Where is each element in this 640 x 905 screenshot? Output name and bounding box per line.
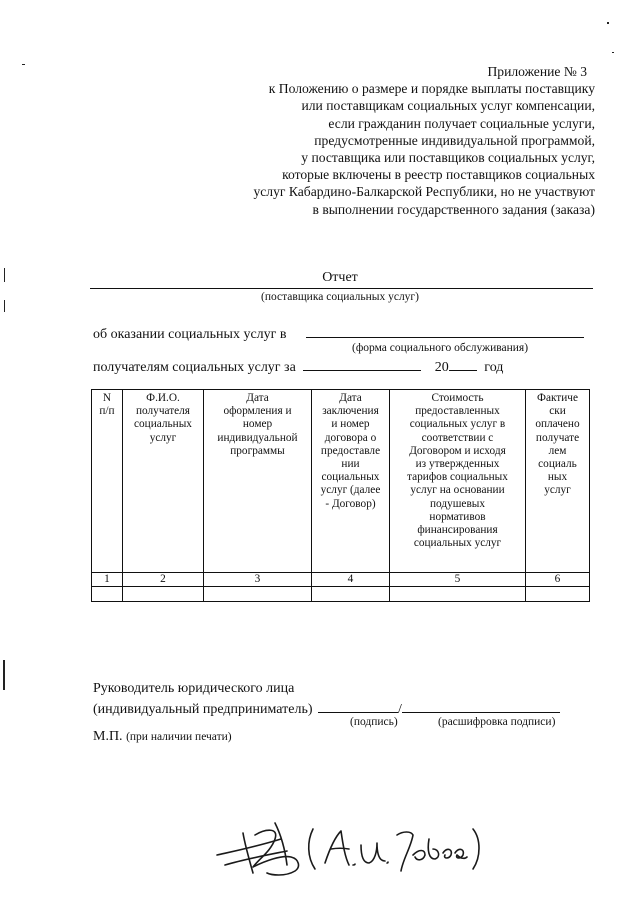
period-blank[interactable]	[303, 356, 421, 371]
column-number: 5	[390, 573, 526, 587]
period-line	[93, 356, 503, 376]
title-caption: (поставщика социальных услуг)	[261, 291, 419, 303]
signer-title: Руководитель юридического лица	[93, 681, 295, 696]
sign-caption: (подпись)	[350, 716, 398, 728]
table-cell[interactable]	[92, 587, 123, 602]
column-number: 6	[526, 573, 590, 587]
decode-caption: (расшифровка подписи)	[438, 716, 556, 728]
slash-separator: /	[398, 702, 402, 717]
scan-mark	[4, 268, 5, 282]
header-text: Ф.И.О. получателя социальных услуг	[134, 392, 192, 444]
report-title: Отчет	[322, 270, 358, 285]
scan-mark	[4, 300, 5, 312]
table-header-row	[92, 390, 590, 573]
header-text: Фактиче ски оплачено получате лем социаль ных услуг	[535, 392, 580, 497]
appendix-line: в выполнении государственного задания (заказа)	[312, 201, 595, 217]
column-header	[92, 390, 123, 573]
table-cell[interactable]	[204, 587, 312, 602]
year-blank[interactable]	[449, 356, 477, 371]
appendix-line: у поставщика или поставщиков социальных услуг,	[301, 150, 595, 166]
column-number: 4	[312, 573, 390, 587]
appendix-line: Приложение № 3	[487, 64, 587, 79]
column-number: 1	[92, 573, 123, 587]
column-header	[390, 390, 526, 573]
column-header	[526, 390, 590, 573]
report-table	[91, 389, 590, 602]
service-form-label: об оказании социальных услуг в	[93, 327, 287, 342]
scan-mark	[3, 660, 5, 690]
signature-drawing	[215, 815, 485, 885]
signer-subtitle: (индивидуальный предприниматель)	[93, 702, 313, 717]
stamp-line	[93, 729, 232, 745]
period-label: получателям социальных услуг за	[93, 360, 296, 375]
stamp-note: (при наличии печати)	[126, 731, 232, 743]
column-number: 2	[123, 573, 204, 587]
scan-mark	[612, 52, 614, 53]
appendix-line: предусмотренные индивидуальной программой,	[314, 132, 595, 148]
appendix-header	[200, 63, 595, 218]
appendix-line: которые включены в реестр поставщиков социальных	[282, 167, 595, 183]
stamp-label: М.П.	[93, 729, 123, 744]
year-suffix: год	[484, 360, 504, 375]
header-text: Дата оформления и номер индивидуальной программы	[217, 392, 298, 457]
scan-mark	[607, 22, 609, 24]
column-header	[312, 390, 390, 573]
header-text: Дата заключения и номер договора о предоставле нии социальных услуг (далее - Договор)	[320, 392, 381, 510]
service-form-line	[93, 323, 584, 343]
appendix-line: или поставщикам социальных услуг компенсации,	[301, 98, 595, 114]
handwritten-signature	[215, 815, 485, 890]
year-prefix: 20	[434, 360, 449, 375]
column-header	[204, 390, 312, 573]
header-text: N п/п	[99, 392, 115, 418]
table-cell[interactable]	[312, 587, 390, 602]
table-number-row	[92, 573, 590, 587]
table-cell[interactable]	[526, 587, 590, 602]
table-cell[interactable]	[390, 587, 526, 602]
appendix-line: услуг Кабардино-Балкарской Республики, но не участвуют	[253, 184, 595, 200]
service-form-caption: (форма социального обслуживания)	[352, 342, 529, 354]
decode-blank[interactable]	[402, 698, 560, 713]
title-underline	[90, 288, 593, 289]
appendix-line: если гражданин получает социальные услуги,	[328, 115, 595, 131]
table-row	[92, 587, 590, 602]
table-cell[interactable]	[123, 587, 204, 602]
appendix-line: к Положению о размере и порядке выплаты поставщику	[268, 81, 595, 97]
service-form-blank[interactable]	[306, 323, 584, 338]
column-header	[123, 390, 204, 573]
sign-blank[interactable]	[318, 698, 398, 713]
scan-mark	[22, 64, 25, 65]
header-text: Стоимость предоставленных социальных услуг в соответствии с Договором и исходя из утвержденных тарифов социальных услуг на основании подушевых нормативов финансирования социальных услуг	[407, 392, 508, 550]
column-number: 3	[204, 573, 312, 587]
signature-block	[93, 680, 560, 719]
